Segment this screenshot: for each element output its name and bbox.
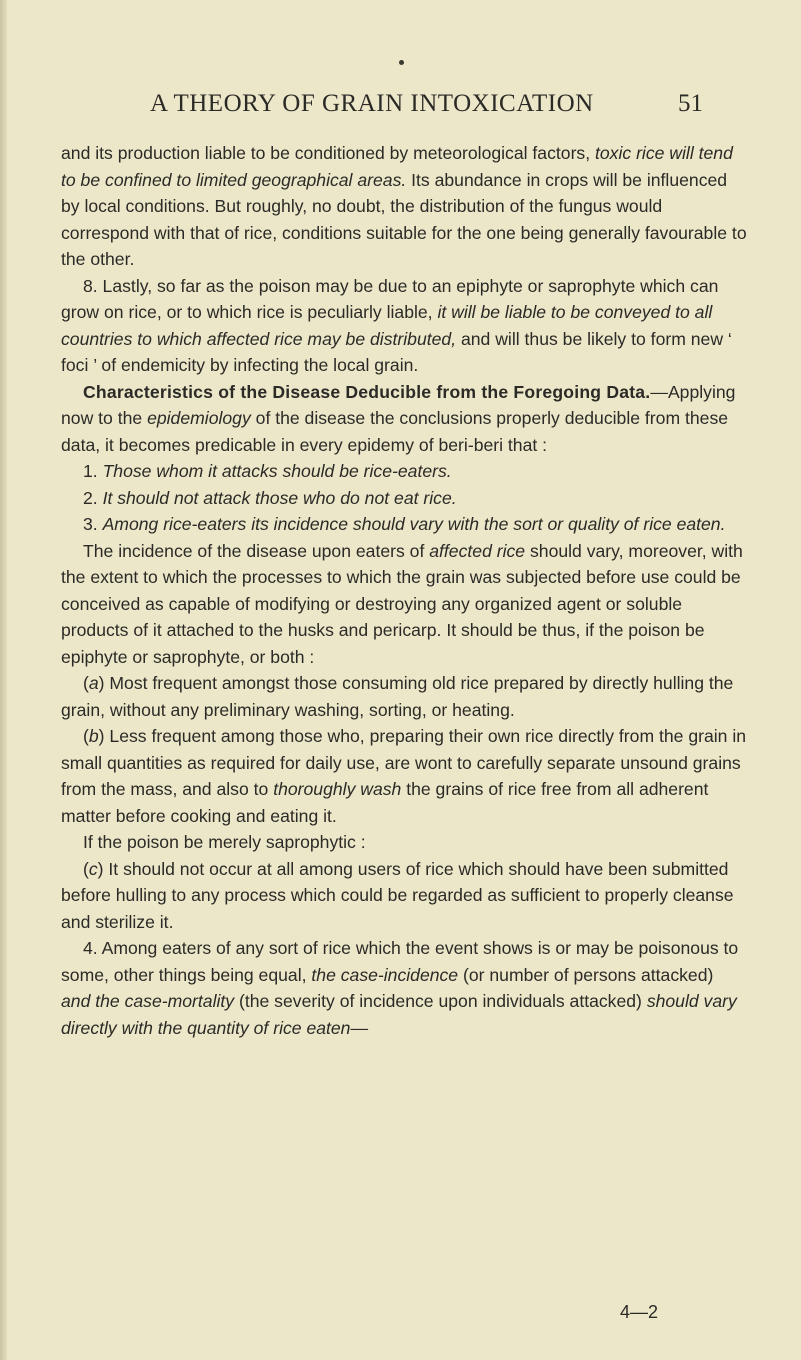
text-run: the grains of rice free from all adherent matter before cooking and eating it. [61, 779, 709, 826]
text-run: (the severity of incidence upon individuals attacked) [234, 991, 647, 1011]
paragraph-incidence [61, 538, 747, 671]
paragraph-saprophytic [61, 829, 747, 856]
paren-open: ( [83, 673, 89, 693]
case-letter: a [88, 673, 99, 693]
list-number: 1. [83, 461, 103, 481]
italic-run: toxic rice will tend to be confined to limited geographical areas. [61, 143, 733, 190]
italic-run: Among rice-eaters its incidence should vary with the sort or quality of rice eaten. [102, 514, 726, 534]
text-run: and its production liable to be conditioned by meteorological factors, [61, 143, 595, 163]
text-run: Less frequent among those who, preparing their own rice directly from the grain in small quantities as required for daily use, are wont to carefully separate unsound grains from the mass, and also to [61, 726, 747, 799]
list-number: 3. [83, 514, 103, 534]
italic-run: Those whom it attacks should be rice-eaters. [102, 461, 452, 481]
list-item-3 [61, 511, 747, 538]
paragraph-point-4 [61, 935, 747, 1041]
paren-close: ) [98, 673, 105, 693]
italic-run: the case-incidence [311, 964, 459, 985]
running-title: A THEORY OF GRAIN INTOXICATION [150, 90, 594, 117]
text-run: The incidence of the disease upon eaters of [83, 540, 430, 561]
paren-close: ) [98, 726, 105, 746]
text-run: should vary, moreover, with the extent to which the processes to which the grain was subjected before use could be conceived as capable of modifying or destroying any organized agent or soluble products of it attached to the husks and pericarp. It should be thus, if the poison be epiphyte or saprophyte, or both : [61, 540, 743, 667]
text-run: 8. Lastly, so far as the poison may be due to an epiphyte or saprophyte which can grow on rice, or to which rice is peculiarly liable, [61, 275, 719, 322]
case-letter: b [88, 726, 99, 746]
text-run: —Applying now to the [61, 381, 736, 428]
text-run: Its abundance in crops will be influenced by local conditions. But roughly, no doubt, the distribution of the fungus would correspond with that of rice, conditions suitable for the one being generally favourable to the other. [61, 169, 747, 269]
signature-mark: 4—2 [620, 1302, 659, 1322]
page-number: 51 [678, 90, 703, 117]
paragraph-case-a [61, 670, 747, 723]
paragraph-case-c [61, 856, 747, 936]
text-run: of the disease the conclusions properly deducible from these data, it becomes predicable in every epidemy of beri-beri that : [61, 408, 729, 455]
text-run: 4. Among eaters of any sort of rice which the event shows is or may be poisonous to some, other things being equal, [61, 938, 739, 985]
paragraph-characteristics [61, 379, 747, 459]
italic-run: and the case-mortality [61, 991, 235, 1011]
text-run: (or number of persons attacked) [458, 964, 714, 985]
paragraph-continuation [61, 140, 747, 273]
page-body [61, 140, 747, 1041]
case-letter: c [88, 858, 98, 879]
italic-run: affected rice [429, 540, 526, 561]
paragraph-point-8 [61, 273, 747, 379]
print-speck [399, 60, 404, 65]
italic-run: it will be liable to be conveyed to all countries to which affected rice may be distributed, [61, 302, 713, 349]
page-header [150, 90, 703, 124]
list-item-1 [61, 458, 747, 485]
italic-run: thoroughly wash [273, 779, 402, 799]
italic-run: It should not attack those who do not eat rice. [102, 487, 457, 508]
text-run: — [350, 1017, 369, 1038]
italic-run: epidemiology [147, 408, 251, 428]
page-left-edge [0, 0, 7, 1360]
paren-close: ) [97, 858, 104, 879]
text-run: and will thus be likely to form new ‘ foci ’ of endemicity by infecting the local grain. [61, 328, 732, 375]
paren-open: ( [83, 858, 89, 879]
paren-open: ( [83, 726, 89, 746]
paragraph-case-b [61, 723, 747, 829]
list-item-2 [61, 485, 747, 512]
list-number: 2. [83, 487, 103, 508]
text-run: If the poison be merely saprophytic : [83, 832, 366, 852]
italic-run: should vary directly with the quantity of rice eaten [61, 991, 737, 1038]
section-heading: Characteristics of the Disease Deducible from the Foregoing Data. [83, 381, 651, 402]
text-run: It should not occur at all among users of rice which should have been submitted before hulling to any process which could be regarded as sufficient to properly cleanse and sterilize it. [61, 858, 734, 932]
text-run: Most frequent amongst those consuming old rice prepared by directly hulling the grain, without any preliminary washing, sorting, or heating. [61, 673, 734, 720]
